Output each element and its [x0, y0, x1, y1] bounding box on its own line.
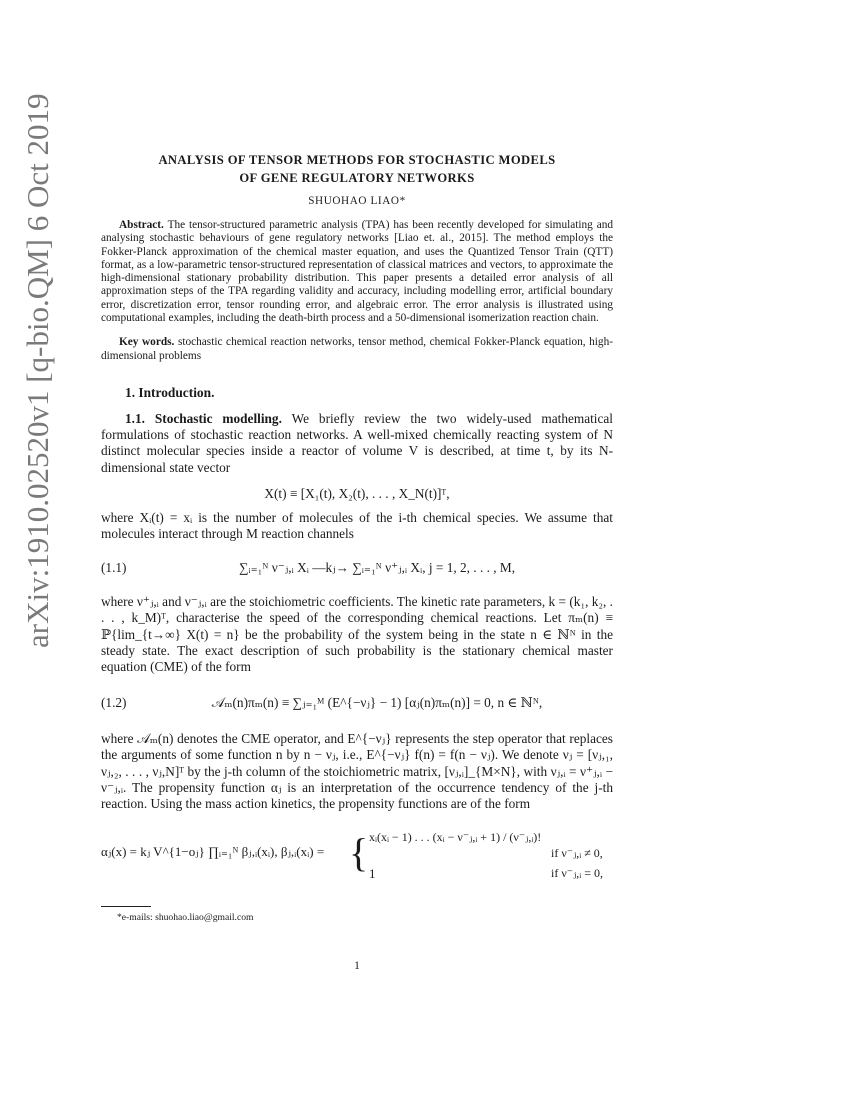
keywords-label: Key words. [119, 336, 175, 349]
equation-propensity [101, 820, 613, 890]
abstract-label: Abstract. [119, 219, 164, 231]
equation-state-vector-text: X(t) ≡ [X₁(t), X₂(t), . . . , X_N(t)]ᵀ, [264, 485, 450, 501]
abstract [101, 219, 613, 325]
arxiv-stamp-text: arXiv:1910.02520v1 [q-bio.QM] 6 Oct 2019 [20, 93, 55, 648]
equation-state-vector [101, 476, 613, 510]
equation-1-2-number: (1.2) [101, 695, 127, 711]
equation-1-2-body: 𝒜ₘ(n)πₘ(n) ≡ ∑ⱼ₌₁ᴹ (E^{−νⱼ} − 1) [αⱼ(n)πₘ(n)] = 0, n ∈ ℕᴺ, [211, 695, 543, 711]
cases-body [369, 824, 609, 890]
keywords-text: stochastic chemical reaction networks, tensor method, chemical Fokker-Planck equation, high-dimensional problems [101, 336, 613, 362]
author: SHUOHAO LIAO* [308, 195, 406, 207]
title-line-1: ANALYSIS OF TENSOR METHODS FOR STOCHASTIC MODELS [158, 153, 556, 167]
arxiv-stamp [6, 0, 62, 1100]
paper-page [101, 140, 614, 972]
case-1-condition: if ν⁻ⱼ,ᵢ ≠ 0, [551, 846, 603, 861]
paper-title [101, 151, 613, 187]
case-2-value: 1 [369, 866, 376, 882]
keywords [101, 336, 613, 363]
equation-propensity-left: αⱼ(x) = kⱼ V^{1−oⱼ} ∏ᵢ₌₁ᴺ βⱼ,ᵢ(xᵢ), βⱼ,ᵢ(xᵢ) = [101, 844, 325, 860]
page-number: 1 [354, 960, 360, 972]
case-2-condition: if ν⁻ⱼ,ᵢ = 0, [551, 866, 603, 881]
footnote-rule [101, 906, 151, 907]
cases-brace: { [349, 830, 369, 876]
equation-1-1 [101, 542, 613, 594]
title-line-2: OF GENE REGULATORY NETWORKS [239, 171, 475, 185]
footnote: *e-mails: shuohao.liao@gmail.com [117, 912, 254, 924]
equation-1-1-number: (1.1) [101, 560, 127, 576]
paragraph-1-text: We briefly review the two widely-used mathematical formulations of stochastic reaction networks. A well-mixed chemically reacting system of N distinct molecular species inside a reactor of volume V is described, at time t, by its N-dimensional state vector [101, 410, 613, 475]
case-1-value: xᵢ(xᵢ − 1) . . . (xᵢ − ν⁻ⱼ,ᵢ + 1) / (ν⁻ⱼ,ᵢ)! [369, 830, 542, 845]
paragraph-2: where Xᵢ(t) = xᵢ is the number of molecules of the i-th chemical species. We assume that molecules interact through M reaction channels [101, 509, 613, 541]
section-heading: 1. Introduction. [125, 384, 215, 400]
subsection-heading: 1.1. Stochastic modelling. [125, 410, 282, 426]
abstract-text: The tensor-structured parametric analysis (TPA) has been recently developed for simulating and analysing stochastic behaviours of gene regulatory networks [Liao et. al., 2015]. The method employs the Fokker-Planck approximation of the chemical master equation, and uses the Quantized Tensor Train (QTT) format, as a low-parametric tensor-structured representation of classical matrices and vectors, to approximate the high-dimensional stationary probability distribution. This paper presents a detailed error analysis of all approximation steps of the TPA regarding validity and accuracy, including modelling error, artificial boundary error, discretization error, tensor rounding error, and algebraic error. The error analysis is illustrated using computational examples, including the death-birth process and a 50-dimensional isomerization reaction chain. [101, 219, 614, 325]
paragraph-4: where 𝒜ₘ(n) denotes the CME operator, and E^{−νⱼ} represents the step operator that replaces the arguments of some function n by n − νⱼ, i.e., E^{−νⱼ} f(n) = f(n − νⱼ). We denote νⱼ = [νⱼ,₁, νⱼ,₂, . . . , νⱼ,N]ᵀ by the j-th column of the stoichiometric matrix, [νⱼ,ᵢ]_{M×N}, with νⱼ,ᵢ = ν⁺ⱼ,ᵢ − ν⁻ⱼ,ᵢ. The propensity function αⱼ is an interpretation of the occurrence tendency of the j-th reaction. Using the mass action kinetics, the propensity functions are of the form [101, 731, 613, 812]
case-1 [369, 824, 609, 861]
paragraph-3: where ν⁺ⱼ,ᵢ and ν⁻ⱼ,ᵢ are the stoichiometric coefficients. The kinetic rate parameters, k = (k₁, k₂, . . . , k_M)ᵀ, characterise the speed of the corresponding chemical reactions. Let πₘ(n) ≡ ℙ{lim_{t→∞} X(t) = n} be the probability of the system being in the state n ∈ ℕᴺ in the steady state. The exact description of such probability is the stationary chemical master equation (CME) of the form [101, 594, 613, 674]
equation-1-2 [101, 675, 613, 731]
case-2 [369, 866, 609, 890]
equation-1-1-body: ∑ᵢ₌₁ᴺ ν⁻ⱼ,ᵢ Xᵢ —kⱼ→ ∑ᵢ₌₁ᴺ ν⁺ⱼ,ᵢ Xᵢ, j = 1, 2, . . . , M, [238, 560, 516, 576]
paragraph-1 [101, 411, 613, 476]
